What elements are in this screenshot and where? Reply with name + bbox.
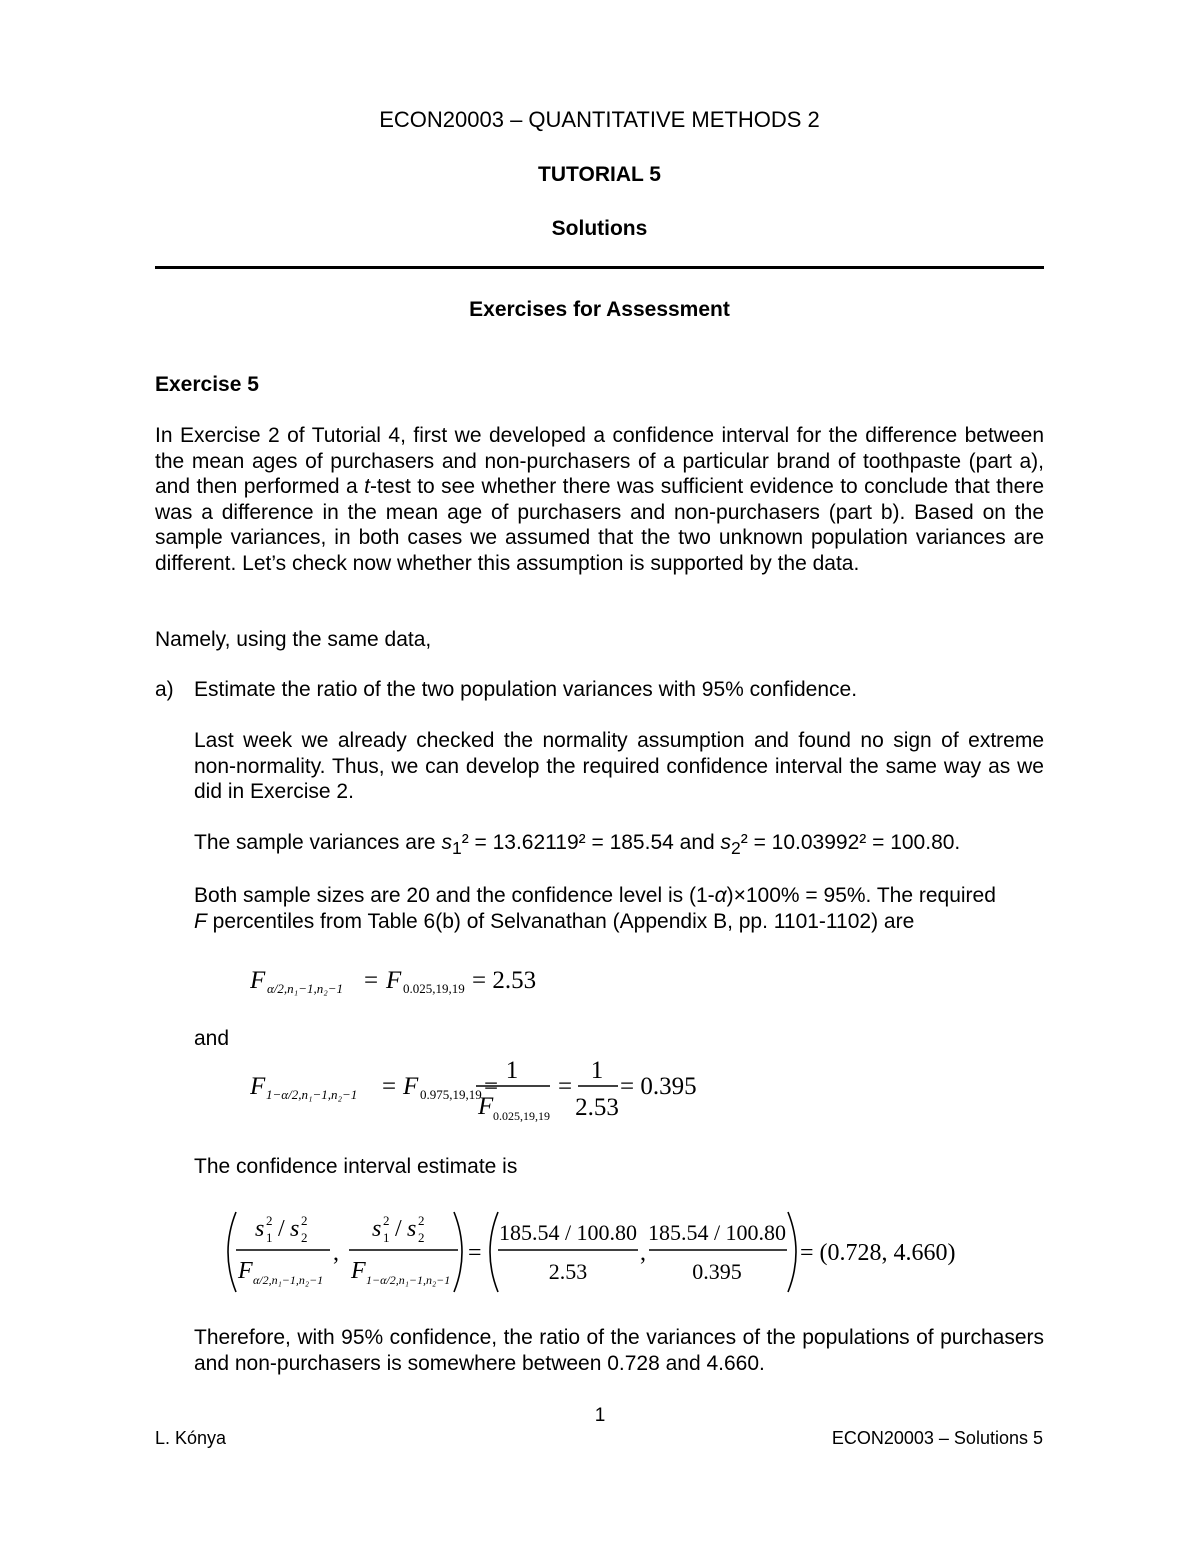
svg-text:s: s — [372, 1216, 382, 1242]
svg-text:0.025,19,19: 0.025,19,19 — [493, 1109, 550, 1123]
footer-course-ref: ECON20003 – Solutions 5 — [831, 1428, 1043, 1448]
svg-text:2: 2 — [301, 1230, 308, 1245]
svg-text:s: s — [290, 1216, 300, 1242]
and-connector: and — [194, 1027, 230, 1050]
svg-text:1: 1 — [590, 1057, 604, 1084]
ci-lead-line: The confidence interval estimate is — [194, 1155, 518, 1178]
svg-text:=: = — [468, 1240, 482, 1266]
svg-text:α/2,n₁−1,n₂−1: α/2,n₁−1,n₂−1 — [253, 1273, 324, 1287]
svg-text:F: F — [478, 1093, 494, 1120]
normality-paragraph: Last week we already checked the normality assumption and found no sign of extreme non-normality. Thus, we can develop the required confidence interval the same way as we did in Exercise 2. — [194, 729, 1044, 803]
svg-text:1−α/2,n₁−1,n₂−1: 1−α/2,n₁−1,n₂−1 — [266, 1087, 358, 1102]
svg-text:F: F — [250, 967, 266, 994]
equation-confidence-interval — [222, 1204, 962, 1300]
svg-text:2: 2 — [418, 1213, 425, 1228]
svg-text:= 2.53: = 2.53 — [472, 967, 537, 994]
exercise-title: Exercise 5 — [155, 373, 259, 396]
svg-text:1: 1 — [266, 1230, 273, 1245]
exercise-intro: In Exercise 2 of Tutorial 4, first we developed a confidence interval for the difference between the mean ages of purchasers and non-purchasers of a particular brand of toothpaste (part a), and then performed a t-test to see whether there was sufficient evidence to conclude that there was a difference in the mean age of purchasers and non-purchasers (part b). Based on the sample variances, in both cases we assumed that the two unknown population variances are different. Let’s check now whether this assumption is supported by the data. — [155, 424, 1044, 575]
namely-line: Namely, using the same data, — [155, 628, 432, 651]
section-title: Exercises for Assessment — [469, 298, 730, 321]
svg-text:,: , — [640, 1240, 646, 1266]
page-number: 1 — [594, 1405, 606, 1426]
svg-text:0.395: 0.395 — [692, 1259, 742, 1284]
svg-text:= (0.728, 4.660): = (0.728, 4.660) — [800, 1240, 956, 1266]
svg-text:1: 1 — [505, 1057, 519, 1084]
svg-text:s: s — [255, 1216, 265, 1242]
svg-text:,: , — [333, 1240, 339, 1266]
svg-text:F: F — [238, 1258, 253, 1284]
svg-text:=: = — [484, 1073, 499, 1100]
svg-text:0.025,19,19: 0.025,19,19 — [403, 981, 465, 996]
part-a-letter: a) — [155, 678, 174, 701]
svg-text:185.54 / 100.80: 185.54 / 100.80 — [647, 1220, 787, 1245]
header-divider — [155, 266, 1044, 269]
tutorial-title: TUTORIAL 5 — [538, 163, 661, 186]
svg-text:/: / — [395, 1216, 402, 1242]
svg-text:2: 2 — [301, 1213, 308, 1228]
svg-text:0.975,19,19: 0.975,19,19 — [420, 1087, 482, 1102]
svg-text:s: s — [407, 1216, 417, 1242]
svg-text:1−α/2,n₁−1,n₂−1: 1−α/2,n₁−1,n₂−1 — [366, 1273, 451, 1287]
svg-text:185.54 / 100.80: 185.54 / 100.80 — [498, 1220, 638, 1245]
sample-sizes-paragraph: Both sample sizes are 20 and the confidence level is (1-α)×100% = 95%. The required F percentiles from Table 6(b) of Selvanathan (Appendix B, pp. 1101-1102) are — [194, 884, 996, 933]
svg-text:F: F — [386, 967, 402, 994]
svg-text:=: = — [382, 1073, 397, 1100]
sample-variances-line: The sample variances are $s_1^2 = 13.62119^2 = 185.54$ and $s_2^2 = 10.03992^2 = 100.80$. — [194, 831, 961, 859]
svg-text:F: F — [250, 1073, 266, 1100]
equation-f-lower — [250, 1052, 710, 1132]
svg-text:2: 2 — [266, 1213, 273, 1228]
svg-text:/: / — [278, 1216, 285, 1242]
part-a-question: Estimate the ratio of the two population variances with 95% confidence. — [194, 678, 858, 701]
course-title: ECON20003 – QUANTITATIVE METHODS 2 — [379, 107, 820, 132]
solutions-subtitle: Solutions — [551, 217, 648, 240]
svg-text:2: 2 — [418, 1230, 425, 1245]
equation-f-upper — [250, 958, 570, 1002]
svg-text:α/2,n₁−1,n₂−1: α/2,n₁−1,n₂−1 — [267, 981, 344, 996]
conclusion-paragraph: Therefore, with 95% confidence, the ratio of the variances of the populations of purchasers and non-purchasers is somewhere between 0.728 and 4.660. — [194, 1326, 1044, 1375]
svg-text:2.53: 2.53 — [575, 1094, 619, 1121]
svg-text:= 0.395: = 0.395 — [620, 1073, 697, 1100]
footer-author: L. Kónya — [155, 1428, 227, 1448]
svg-text:=: = — [364, 967, 379, 994]
svg-text:F: F — [403, 1073, 419, 1100]
svg-text:1: 1 — [383, 1230, 390, 1245]
svg-text:2.53: 2.53 — [548, 1259, 588, 1284]
svg-text:F: F — [351, 1258, 366, 1284]
svg-text:2: 2 — [383, 1213, 390, 1228]
svg-text:=: = — [558, 1073, 573, 1100]
